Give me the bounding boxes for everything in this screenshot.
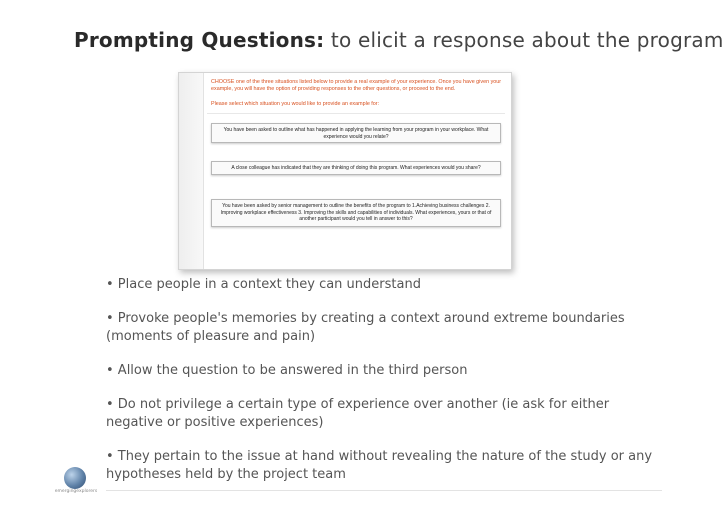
footer-divider (106, 490, 662, 491)
situation-option-2[interactable]: A close colleague has indicated that they are thinking of doing this program. What experiences would you share? (211, 161, 501, 175)
bullet-item: • Provoke people's memories by creating a context around extreme boundaries (moments of pleasure and pain) (106, 311, 625, 344)
bullet-list (106, 276, 666, 500)
survey-instruction: CHOOSE one of the three situations listed below to provide a real example of your experience. Once you have given your example, you will have the option of providing responses to the other questions, or proceed to the end. (211, 79, 502, 93)
survey-prompt: Please select which situation you would like to provide an example for: (211, 101, 380, 107)
title-bold: Prompting Questions: (74, 28, 325, 52)
bullet-item: • They pertain to the issue at hand without revealing the nature of the study or any hypotheses held by the project team (106, 449, 653, 482)
globe-icon (64, 467, 86, 489)
logo-text: emergingexplorers (54, 489, 98, 494)
situation-option-3[interactable]: You have been asked by senior management to outline the benefits of the program to 1.Achieving business challenges 2. Improving workplace effectiveness 3. Improving the skills and capabilities of individuals. What experiences, yours or that of another participant would you tell in answer to this? (211, 199, 501, 227)
page-title (74, 28, 724, 52)
bullet-item: • Do not privilege a certain type of experience over another (ie ask for either negative or positive experiences) (106, 397, 610, 430)
situation-option-1[interactable]: You have been asked to outline what has happened in applying the learning from your program in your workplace. What experience would you relate? (211, 123, 501, 143)
bullet-item: • Allow the question to be answered in the third person (106, 363, 468, 378)
screenshot-sidebar (179, 73, 204, 269)
screenshot-divider (207, 113, 505, 114)
survey-screenshot (178, 72, 512, 270)
title-rest: to elicit a response about the program (330, 28, 724, 52)
bullet-item: • Place people in a context they can understand (106, 277, 421, 292)
